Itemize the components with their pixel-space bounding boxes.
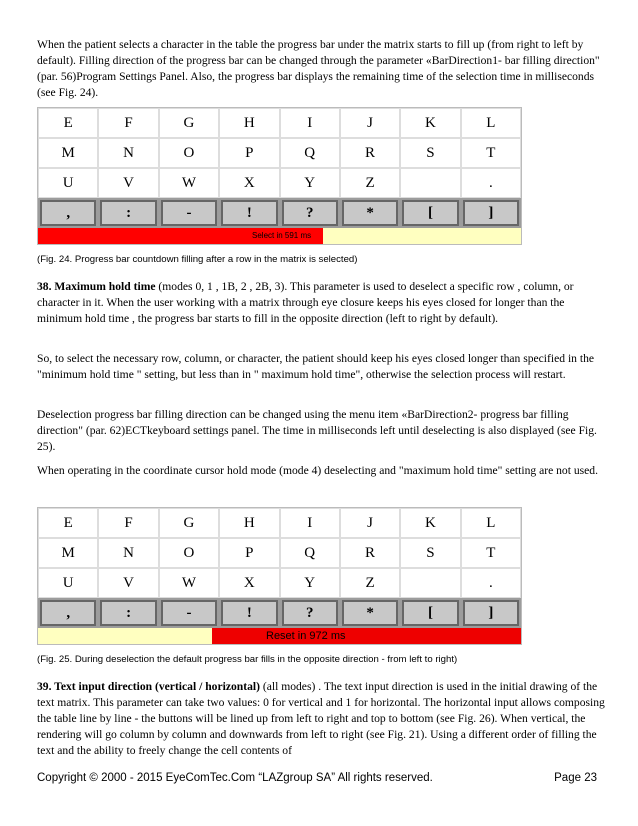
figure-24-caption: (Fig. 24. Progress bar countdown filling after a row in the matrix is selected) xyxy=(37,254,358,265)
fig24-key-cell[interactable]: , xyxy=(40,200,96,226)
figure-25-matrix xyxy=(37,507,522,645)
fig24-key-cell[interactable]: N xyxy=(98,138,158,168)
fig24-key-cell[interactable]: F xyxy=(98,108,158,138)
fig24-punctuation-row xyxy=(38,198,521,228)
fig25-key-cell[interactable]: - xyxy=(161,600,217,626)
fig24-key-cell[interactable]: G xyxy=(159,108,219,138)
fig25-key-cell[interactable]: ? xyxy=(282,600,338,626)
fig25-key-cell[interactable]: Q xyxy=(280,538,340,568)
fig25-key-cell[interactable]: Y xyxy=(280,568,340,598)
fig25-key-cell[interactable]: L xyxy=(461,508,521,538)
fig24-progress-label: Select in 591 ms xyxy=(252,231,312,240)
fig24-key-cell[interactable]: I xyxy=(280,108,340,138)
fig25-key-cell[interactable]: M xyxy=(38,538,98,568)
fig24-key-cell[interactable]: E xyxy=(38,108,98,138)
fig25-key-cell[interactable]: ] xyxy=(463,600,519,626)
fig24-key-cell[interactable]: O xyxy=(159,138,219,168)
fig25-progress-fill xyxy=(212,628,521,644)
footer-page-number: Page 23 xyxy=(554,772,597,784)
fig25-key-cell[interactable]: R xyxy=(340,538,400,568)
fig25-key-cell[interactable]: W xyxy=(159,568,219,598)
fig24-key-cell[interactable] xyxy=(400,168,460,198)
fig24-progress-bar xyxy=(38,228,521,244)
fig24-progress-empty xyxy=(323,228,521,244)
fig25-progress-empty xyxy=(38,628,212,644)
section-39-paragraph xyxy=(37,679,607,759)
fig25-key-cell[interactable]: . xyxy=(461,568,521,598)
fig24-key-cell[interactable]: R xyxy=(340,138,400,168)
fig25-key-cell[interactable]: I xyxy=(280,508,340,538)
fig24-key-cell[interactable]: Y xyxy=(280,168,340,198)
section-39-text: (all modes) . The text input direction is used in the initial drawing of the text matrix. This parameter can take two values: 0 for vertical and 1 for horizontal. The horizontal input allows composing the table line by line - the buttons will be lined up from left to right and top to bottom (see Fig. 26). When vertical, the rendering will go column by column and downwards from left to right (see Fig. 21). Using a different order of filling the text and the ability to freely change the cell contents of xyxy=(37,680,605,757)
fig25-key-cell[interactable]: , xyxy=(40,600,96,626)
fig25-key-cell[interactable]: E xyxy=(38,508,98,538)
fig25-key-cell[interactable]: F xyxy=(98,508,158,538)
fig24-key-cell[interactable]: U xyxy=(38,168,98,198)
fig24-key-cell[interactable]: ? xyxy=(282,200,338,226)
fig24-key-cell[interactable]: V xyxy=(98,168,158,198)
fig24-key-cell[interactable]: . xyxy=(461,168,521,198)
fig25-key-cell[interactable]: : xyxy=(100,600,156,626)
fig25-progress-bar xyxy=(38,628,521,644)
fig25-key-cell[interactable]: V xyxy=(98,568,158,598)
fig25-progress-label: Reset in 972 ms xyxy=(266,630,346,642)
fig24-key-cell[interactable]: Z xyxy=(340,168,400,198)
fig24-key-cell[interactable]: P xyxy=(219,138,279,168)
fig24-keyboard-grid xyxy=(38,108,521,228)
fig25-key-cell[interactable]: ! xyxy=(221,600,277,626)
fig24-key-cell[interactable]: S xyxy=(400,138,460,168)
fig24-key-cell[interactable]: H xyxy=(219,108,279,138)
footer-copyright: Copyright © 2000 - 2015 EyeComTec.Com “LAZgroup SA” All rights reserved. xyxy=(37,772,433,784)
fig25-key-cell[interactable]: * xyxy=(342,600,398,626)
fig25-key-cell[interactable]: H xyxy=(219,508,279,538)
section-38-p2: So, to select the necessary row, column, or character, the patient should keep his eyes closed longer than specified in the "minimum hold time " setting, but less than in " maximum hold time", otherwise the selection process will restart. xyxy=(37,352,595,381)
fig24-key-cell[interactable]: W xyxy=(159,168,219,198)
section-38-paragraph xyxy=(37,279,607,327)
fig24-key-cell[interactable]: - xyxy=(161,200,217,226)
fig24-key-cell[interactable]: K xyxy=(400,108,460,138)
fig24-key-cell[interactable]: T xyxy=(461,138,521,168)
fig24-key-cell[interactable]: M xyxy=(38,138,98,168)
fig25-key-cell[interactable]: T xyxy=(461,538,521,568)
section-38-p4: When operating in the coordinate cursor hold mode (mode 4) deselecting and "maximum hold time" setting are not used. xyxy=(37,464,598,477)
section-38-heading: 38. Maximum hold time xyxy=(37,280,156,293)
fig25-key-cell[interactable]: Z xyxy=(340,568,400,598)
section-38-p3: Deselection progress bar filling direction can be changed using the menu item «BarDirection2- progress bar filling direction" (par. 62)ECTkeyboard settings panel. The time in milliseconds left until deselecting is also displayed (see Fig. 25). xyxy=(37,408,597,453)
fig25-key-cell[interactable]: K xyxy=(400,508,460,538)
fig25-key-cell[interactable]: J xyxy=(340,508,400,538)
fig25-key-cell[interactable]: X xyxy=(219,568,279,598)
fig25-key-cell[interactable]: P xyxy=(219,538,279,568)
fig24-key-cell[interactable]: X xyxy=(219,168,279,198)
fig24-key-cell[interactable]: : xyxy=(100,200,156,226)
fig25-keyboard-grid xyxy=(38,508,521,628)
fig24-key-cell[interactable]: Q xyxy=(280,138,340,168)
fig25-key-cell[interactable]: G xyxy=(159,508,219,538)
fig24-key-cell[interactable]: ] xyxy=(463,200,519,226)
fig24-key-cell[interactable]: J xyxy=(340,108,400,138)
page-footer xyxy=(37,772,597,784)
section-38-intro: (modes 0, 1 , 1B, 2 , 2B, 3). This parameter is used to deselect a specific row , column, or character in it. When the user working with a matrix through eye closure keeps his eyes closed for longer than the minimum hold time , the progress bar starts to fill in the opposite direction (left to right by default). xyxy=(37,280,574,325)
fig25-key-cell[interactable]: U xyxy=(38,568,98,598)
fig24-key-cell[interactable]: * xyxy=(342,200,398,226)
fig25-punctuation-row xyxy=(38,598,521,628)
fig24-key-cell[interactable]: [ xyxy=(402,200,458,226)
fig25-key-cell[interactable] xyxy=(400,568,460,598)
fig25-key-cell[interactable]: N xyxy=(98,538,158,568)
fig24-key-cell[interactable]: ! xyxy=(221,200,277,226)
section-39-heading: 39. Text input direction (vertical / horizontal) xyxy=(37,680,260,693)
fig25-key-cell[interactable]: O xyxy=(159,538,219,568)
figure-25-caption: (Fig. 25. During deselection the default progress bar fills in the opposite direction - from left to right) xyxy=(37,654,458,665)
intro-paragraph: When the patient selects a character in the table the progress bar under the matrix starts to fill up (from right to left by default). Filling direction of the progress bar can be changed through the parameter «BarDirection1- bar filling direction" (par. 56)Program Settings Panel. Also, the progress bar displays the remaining time of the selection time in milliseconds (see Fig. 24). xyxy=(37,38,600,99)
fig25-key-cell[interactable]: [ xyxy=(402,600,458,626)
fig24-key-cell[interactable]: L xyxy=(461,108,521,138)
figure-24-matrix xyxy=(37,107,522,245)
fig25-key-cell[interactable]: S xyxy=(400,538,460,568)
